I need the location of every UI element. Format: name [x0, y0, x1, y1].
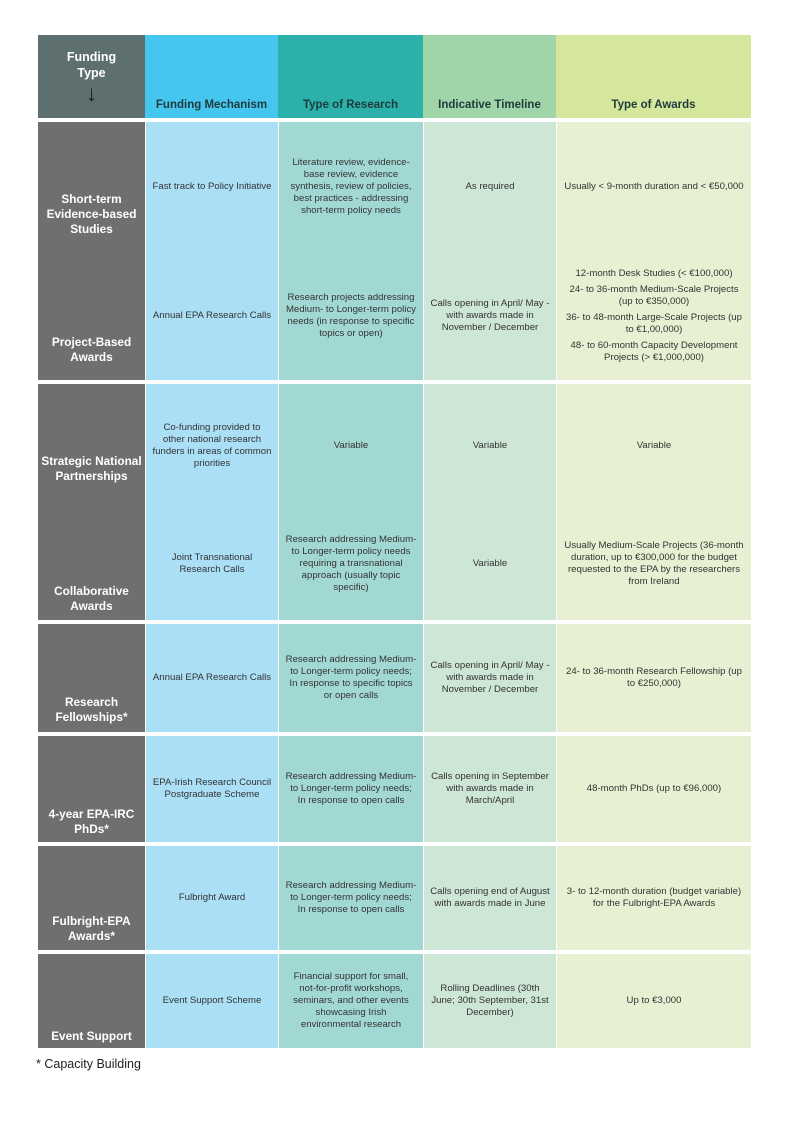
- award-item: 36- to 48-month Large-Scale Projects (up to €1,00,000): [566, 312, 742, 335]
- mechanism-cell: Co-funding provided to other national research funders in areas of common priorities: [145, 384, 278, 508]
- arrow-down-icon: ↓: [86, 81, 97, 106]
- funding-type-cell: [38, 954, 145, 1048]
- award-item: 48- to 60-month Capacity Development Projects (> €1,000,000): [570, 340, 738, 363]
- table-row: [145, 384, 751, 508]
- timeline-cell: Calls opening end of August with awards made in June: [423, 846, 556, 950]
- research-cell: Research addressing Medium- to Longer-term policy needs; In response to specific topics or open calls: [278, 624, 423, 732]
- mechanism-cell: Annual EPA Research Calls: [145, 624, 278, 732]
- research-cell: Literature review, evidence-base review, evidence synthesis, review of policies, best practices - addressing short-term policy needs: [278, 122, 423, 252]
- research-cell: Research addressing Medium- to Longer-term policy needs requiring a transnational approach (usually topic specific): [278, 508, 423, 620]
- header-mechanism: Funding Mechanism: [145, 35, 278, 118]
- award-item: Usually < 9-month duration and < €50,000: [564, 181, 744, 192]
- table-row: [145, 508, 751, 620]
- awards-cell: [556, 736, 751, 842]
- table-body: [38, 122, 751, 1048]
- research-cell: Research projects addressing Medium- to Longer-term policy needs (in response to specific topics or open): [278, 252, 423, 380]
- mechanism-cell: Fast track to Policy Initiative: [145, 122, 278, 252]
- footnote: * Capacity Building: [36, 1057, 141, 1071]
- funding-type-cell: [38, 736, 145, 842]
- awards-cell: [556, 954, 751, 1048]
- timeline-cell: As required: [423, 122, 556, 252]
- awards-cell: [556, 624, 751, 732]
- table-row: [145, 122, 751, 252]
- award-item: 12-month Desk Studies (< €100,000): [575, 268, 733, 279]
- funding-type-label: 4-year EPA-IRC PhDs*: [48, 807, 135, 836]
- research-cell: Financial support for small, not-for-profit workshops, seminars, and other events showcasing Irish environmental research: [278, 954, 423, 1048]
- funding-type-label: Research Fellowships*: [55, 695, 128, 724]
- funding-group: [38, 846, 751, 950]
- awards-cell: [556, 122, 751, 252]
- award-item: Usually Medium-Scale Projects (36-month duration, up to €300,000 for the budget requested to the EPA by the researchers from Ireland: [564, 540, 744, 587]
- award-item: 48-month PhDs (up to €96,000): [586, 783, 722, 794]
- award-item: Variable: [636, 440, 672, 451]
- timeline-cell: Calls opening in April/ May - with awards made in November / December: [423, 252, 556, 380]
- awards-cell: [556, 384, 751, 508]
- funding-group: [38, 954, 751, 1048]
- header-funding-type-line1: Funding: [66, 50, 117, 64]
- timeline-cell: Calls opening in September with awards made in March/April: [423, 736, 556, 842]
- funding-group: [38, 122, 751, 380]
- awards-cell: [556, 252, 751, 380]
- funding-table: [38, 35, 751, 1048]
- awards-cell: [556, 508, 751, 620]
- funding-type-cell: [38, 122, 145, 380]
- table-row: [145, 252, 751, 380]
- funding-type-cell: [38, 384, 145, 620]
- research-cell: Research addressing Medium- to Longer-term policy needs; In response to open calls: [278, 736, 423, 842]
- table-header: [38, 35, 751, 118]
- funding-type-label: Short-term Evidence-based Studies: [46, 192, 137, 236]
- table-row: [145, 624, 751, 732]
- funding-group: [38, 384, 751, 620]
- header-funding-type-line2: Type: [77, 66, 106, 80]
- mechanism-cell: EPA-Irish Research Council Postgraduate Scheme: [145, 736, 278, 842]
- funding-type-label: Event Support: [51, 1029, 132, 1043]
- award-item: 24- to 36-month Research Fellowship (up to €250,000): [566, 666, 742, 689]
- award-item: 24- to 36-month Medium-Scale Projects (up to €350,000): [569, 284, 739, 307]
- header-funding-type: [38, 35, 145, 118]
- funding-type-cell: [38, 846, 145, 950]
- timeline-cell: Variable: [423, 508, 556, 620]
- funding-type-label: Strategic National Partnerships: [41, 454, 142, 483]
- award-item: 3- to 12-month duration (budget variable) for the Fulbright-EPA Awards: [566, 886, 742, 909]
- header-awards: Type of Awards: [556, 35, 751, 118]
- mechanism-cell: Joint Transnational Research Calls: [145, 508, 278, 620]
- funding-type-label: Fulbright-EPA Awards*: [52, 914, 131, 943]
- mechanism-cell: Event Support Scheme: [145, 954, 278, 1048]
- awards-cell: [556, 846, 751, 950]
- table-row: [145, 846, 751, 950]
- table-row: [145, 736, 751, 842]
- header-research: Type of Research: [278, 35, 423, 118]
- funding-type-label: Collaborative Awards: [54, 584, 129, 613]
- research-cell: Variable: [278, 384, 423, 508]
- research-cell: Research addressing Medium- to Longer-term policy needs; In response to open calls: [278, 846, 423, 950]
- mechanism-cell: Fulbright Award: [145, 846, 278, 950]
- award-item: Up to €3,000: [626, 995, 682, 1006]
- funding-group: [38, 624, 751, 732]
- timeline-cell: Calls opening in April/ May - with awards made in November / December: [423, 624, 556, 732]
- timeline-cell: Rolling Deadlines (30th June; 30th September, 31st December): [423, 954, 556, 1048]
- funding-group: [38, 736, 751, 842]
- funding-type-cell: [38, 624, 145, 732]
- header-timeline: Indicative Timeline: [423, 35, 556, 118]
- mechanism-cell: Annual EPA Research Calls: [145, 252, 278, 380]
- funding-type-label: Project-Based Awards: [51, 335, 132, 364]
- table-row: [145, 954, 751, 1048]
- timeline-cell: Variable: [423, 384, 556, 508]
